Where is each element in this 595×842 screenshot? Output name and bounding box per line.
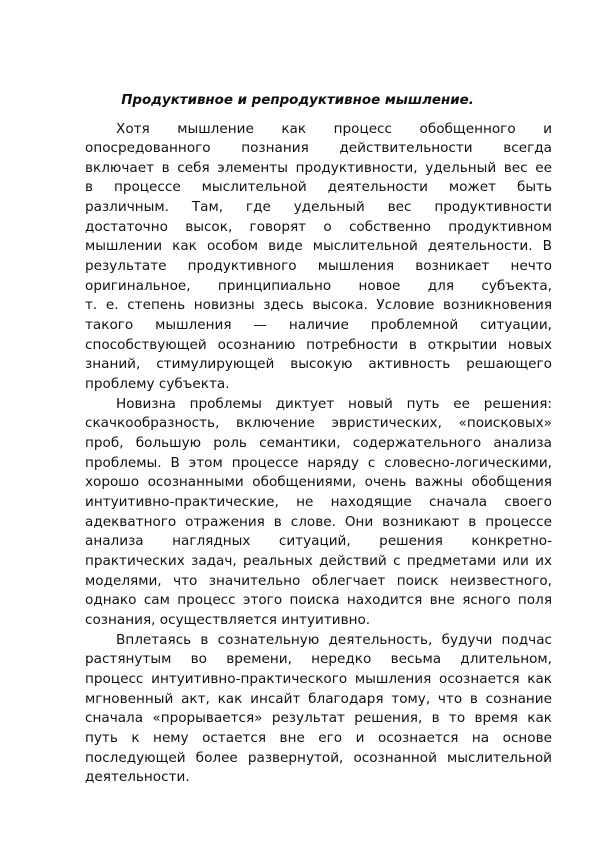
paragraph-1 — [85, 120, 552, 395]
text-line: адекватного отражения в слове. Они возникают в процессе — [85, 513, 552, 530]
text-line: мышлении как особом виде мыслительной деятельности. В — [85, 238, 552, 255]
text-line: Хотя мышление как процесс обобщенного и — [116, 120, 552, 137]
text-line: хорошо осознанными обобщениями, очень важны обобщения — [85, 474, 552, 491]
text-line: достаточно высок, говорят о собственно продуктивном — [85, 218, 552, 235]
paragraph-3 — [85, 631, 552, 788]
text-line: растянутым во времени, нередко весьма длительном, — [85, 651, 552, 668]
document-title: Продуктивное и репродуктивное мышление. — [121, 93, 474, 108]
text-line: оригинальное, принципиально новое для субъекта, — [85, 277, 552, 294]
text-line: такого мышления — наличие проблемной ситуации, — [85, 317, 552, 334]
text-line: различным. Там, где удельный вес продуктивности — [85, 199, 552, 216]
text-line: Новизна проблемы диктует новый путь ее решения: — [116, 395, 552, 412]
text-line: опосредованного познания действительности всегда — [85, 140, 552, 157]
text-line: в процессе мыслительной деятельности может быть — [85, 179, 552, 196]
text-line: практических задач, реальных действий с предметами или их — [85, 552, 552, 569]
text-line: однако сам процесс этого поиска находится вне ясного поля — [85, 592, 552, 609]
text-line: деятельности. — [85, 769, 190, 786]
text-line: интуитивно-практические, не находящие сначала своего — [85, 493, 552, 510]
document-body — [85, 120, 552, 788]
text-line: моделями, что значительно облегчает поиск неизвестного, — [85, 572, 552, 589]
text-line: проблемы. В этом процессе наряду с словесно-логическими, — [85, 454, 552, 471]
text-line: сознания, осуществляется интуитивно. — [85, 611, 371, 628]
text-line: т. е. степень новизны здесь высока. Условие возникновения — [85, 297, 552, 314]
text-line: проблему субъекта. — [85, 376, 230, 393]
text-line: Вплетаясь в сознательную деятельность, будучи подчас — [116, 631, 552, 648]
paragraph-2 — [85, 395, 552, 631]
text-line: путь к нему остается вне его и осознается на основе — [85, 729, 552, 746]
text-line: анализа наглядных ситуаций, решения конкретно- — [85, 533, 552, 550]
text-line: последующей более развернутой, осознанной мыслительной — [85, 749, 552, 766]
text-line: сначала «прорывается» результат решения, в то время как — [85, 710, 552, 727]
text-line: результате продуктивного мышления возникает нечто — [85, 258, 552, 275]
text-line: включает в себя элементы продуктивности, удельный вес ее — [85, 159, 552, 176]
text-line: способствующей осознанию потребности в открытии новых — [85, 336, 552, 353]
text-line: процесс интуитивно-практического мышления осознается как — [85, 670, 552, 687]
text-line: мгновенный акт, как инсайт благодаря тому, что в сознание — [85, 690, 552, 707]
text-line: скачкообразность, включение эвристических, «поисковых» — [85, 415, 552, 432]
text-line: знаний, стимулирующей высокую активность решающего — [85, 356, 552, 373]
text-line: проб, большую роль семантики, содержательного анализа — [85, 435, 552, 451]
